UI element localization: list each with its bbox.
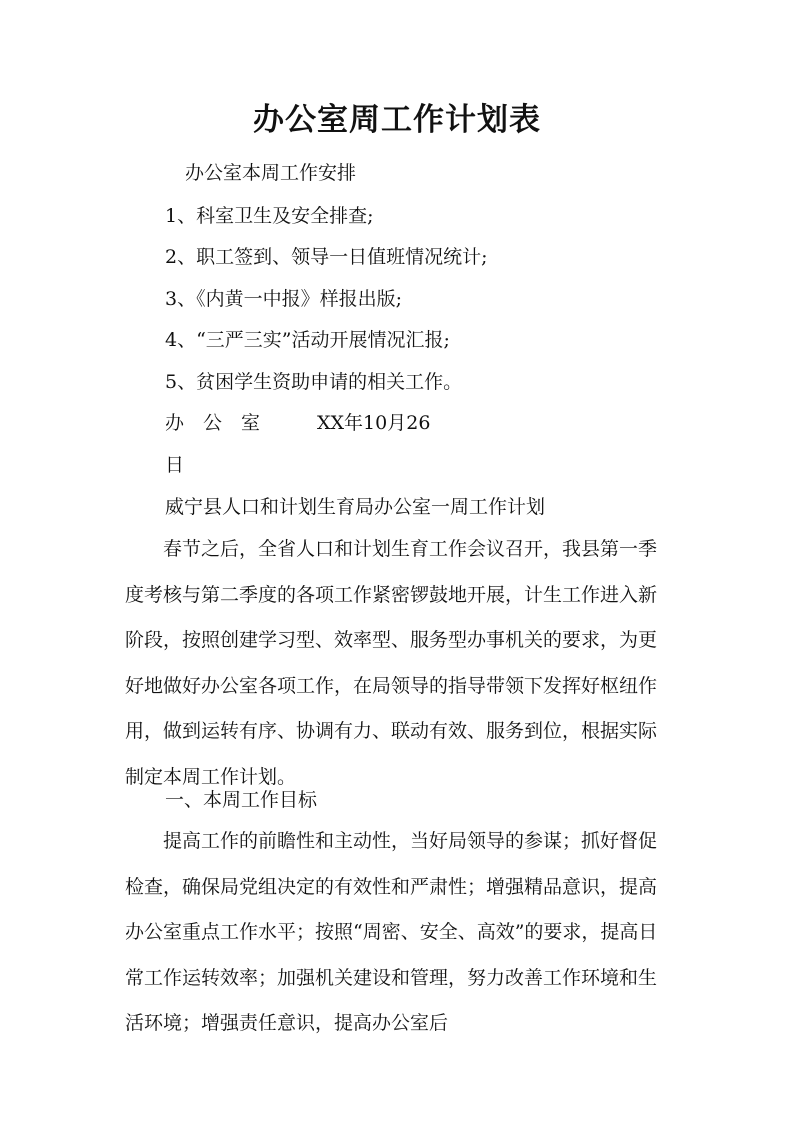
signature: 办 公 室 XX年10月26 <box>165 412 431 434</box>
arrangement-heading: 办公室本周工作安排 <box>185 162 357 184</box>
list-item: 1、科室卫生及安全排查; <box>165 205 374 227</box>
list-item: 2、职工签到、领导一日值班情况统计; <box>165 246 488 268</box>
goals-paragraph: 提高工作的前瞻性和主动性，当好局领导的参谋；抓好督促检查，确保局党组决定的有效性和严肃性；增强精品意识，提高办公室重点工作水平；按照“周密、安全、高效”的要求，提高日常工作运转效率；加强机关建设和管理，努力改善工作环境和生活环境；增强责任意识，提高办公室后 <box>125 830 658 1035</box>
signature-day: 日 <box>165 454 185 476</box>
section-heading: 一、本周工作目标 <box>165 789 318 811</box>
list-item: 4、“三严三实”活动开展情况汇报; <box>165 329 450 351</box>
list-item: 5、贫困学生资助申请的相关工作。 <box>165 371 463 393</box>
plan-title: 威宁县人口和计划生育局办公室一周工作计划 <box>165 496 546 518</box>
page-title: 办公室周工作计划表 <box>253 102 541 138</box>
list-item: 3、《内黄一中报》样报出版; <box>165 288 402 310</box>
intro-paragraph: 春节之后，全省人口和计划生育工作会议召开，我县第一季度考核与第二季度的各项工作紧密锣鼓地开展，计生工作进入新阶段，按照创建学习型、效率型、服务型办事机关的要求，为更好地做好办公室各项工作，在局领导的指导带领下发挥好枢纽作用，做到运转有序、协调有力、联动有效、服务到位，根据实际制定本周工作计划。 <box>125 538 658 788</box>
